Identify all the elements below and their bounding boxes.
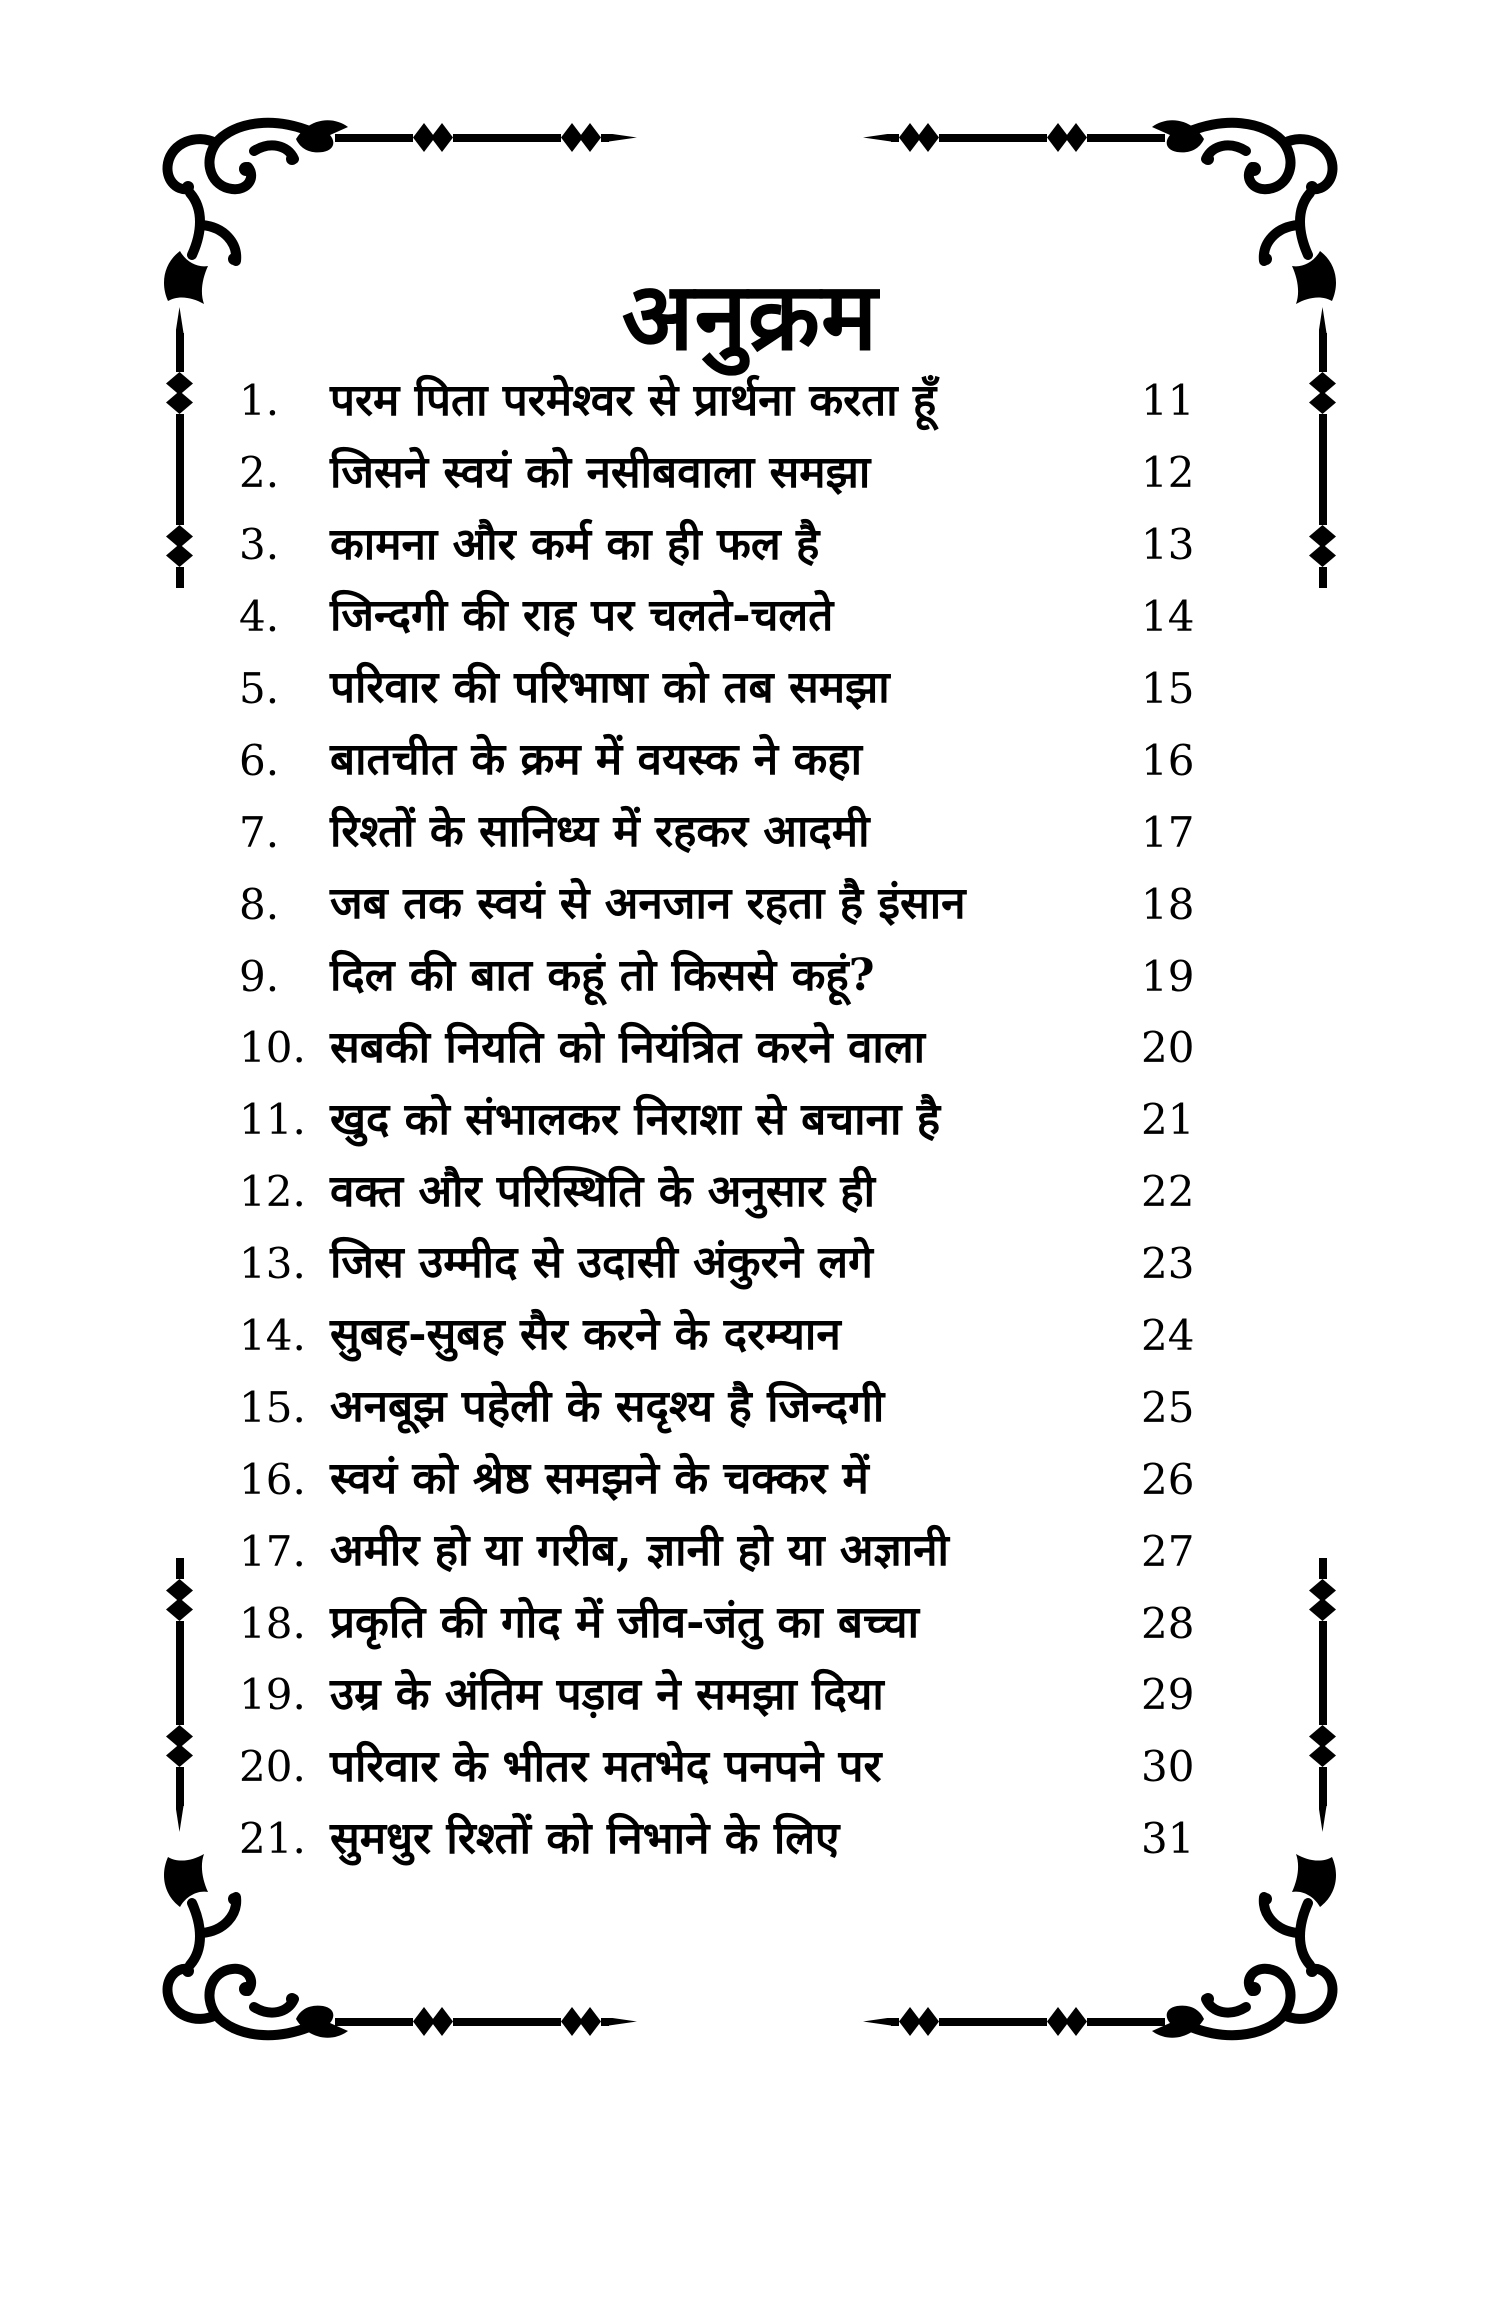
toc-entry-page: 28	[1141, 1598, 1195, 1648]
toc-entry-number: 16.	[239, 1454, 306, 1504]
toc-entry-number: 21.	[239, 1814, 306, 1864]
toc-entry-number: 20.	[239, 1742, 306, 1792]
toc-entry	[239, 653, 1197, 725]
toc-entry	[239, 509, 1197, 581]
double-diamond-icon	[166, 1725, 193, 1767]
toc-entry-title: सुबह-सुबह सैर करने के दरम्यान	[330, 1309, 841, 1361]
border-rule-bottom-right	[863, 2007, 1165, 2036]
rule-taper-icon	[609, 2018, 637, 2026]
toc-entry-title: परिवार की परिभाषा को तब समझा	[330, 662, 890, 714]
rule-line	[1319, 567, 1327, 588]
border-rule-left-bottom	[166, 1558, 193, 1832]
toc-entry-page: 23	[1141, 1239, 1195, 1289]
rule-taper-icon	[863, 134, 891, 142]
rule-taper-icon	[863, 2018, 891, 2026]
toc-entry	[239, 868, 1197, 940]
double-diamond-icon	[166, 525, 193, 567]
toc-entry	[239, 1371, 1197, 1443]
toc-entry-title: प्रकृति की गोद में जीव-जंतु का बच्चा	[330, 1596, 919, 1648]
toc-entry-number: 9.	[239, 951, 280, 1001]
toc-entry-page: 31	[1141, 1814, 1195, 1864]
toc-entry-page: 19	[1141, 951, 1195, 1001]
toc-entry-page: 11	[1141, 376, 1195, 426]
toc-entry-number: 11.	[239, 1095, 306, 1145]
border-rule-top-right	[863, 123, 1165, 152]
toc-entry-title: जिन्दगी की राह पर चलते-चलते	[330, 590, 834, 642]
toc-entry-number: 8.	[239, 879, 280, 929]
toc-entry	[239, 1587, 1197, 1659]
toc-entry	[239, 1659, 1197, 1731]
toc-entry-title: सबकी नियति को नियंत्रित करने वाला	[330, 1021, 926, 1073]
rule-line	[1319, 1767, 1327, 1806]
toc-entry-title: परिवार के भीतर मतभेद पनपने पर	[330, 1740, 882, 1792]
toc-entry-number: 4.	[239, 592, 280, 642]
rule-line	[176, 567, 184, 588]
toc-entry	[239, 1731, 1197, 1803]
toc-entry-title: कामना और कर्म का ही फल है	[330, 518, 820, 570]
rule-line	[1319, 1558, 1327, 1579]
rule-taper-icon	[176, 1806, 184, 1832]
toc-entry-number: 18.	[239, 1598, 306, 1648]
rule-line	[601, 2018, 609, 2026]
toc-entry	[239, 581, 1197, 653]
toc-entry-page: 21	[1141, 1095, 1195, 1145]
toc-entry-page: 22	[1141, 1167, 1195, 1217]
toc-entry-page: 13	[1141, 520, 1195, 570]
toc-entry-title: वक्त और परिस्थिति के अनुसार ही	[330, 1165, 876, 1217]
toc-entry-page: 26	[1141, 1454, 1195, 1504]
toc-entry	[239, 1300, 1197, 1372]
rule-line	[1319, 414, 1327, 525]
corner-flourish-bottom-left-icon	[150, 1853, 350, 2053]
toc-entry-number: 12.	[239, 1167, 306, 1217]
toc-entry-page: 27	[1141, 1526, 1195, 1576]
toc-entry	[239, 1012, 1197, 1084]
toc-entry	[239, 1515, 1197, 1587]
double-diamond-icon	[166, 1579, 193, 1621]
rule-line	[335, 134, 413, 142]
rule-line	[453, 2018, 561, 2026]
page-title: अनुक्रम	[621, 261, 879, 372]
toc-entry-page: 29	[1141, 1670, 1195, 1720]
double-diamond-icon	[1309, 1725, 1336, 1767]
toc-entry-title: जिसने स्वयं को नसीबवाला समझा	[330, 446, 871, 498]
toc-entry-number: 1.	[239, 376, 280, 426]
toc-entry-title: अमीर हो या गरीब, ज्ञानी हो या अज्ञानी	[330, 1525, 949, 1576]
double-diamond-icon	[166, 372, 193, 414]
toc-entry-title: स्वयं को श्रेष्ठ समझने के चक्कर में	[330, 1453, 869, 1505]
toc-entry-number: 17.	[239, 1526, 306, 1576]
toc-entry-number: 15.	[239, 1382, 306, 1432]
rule-line	[453, 134, 561, 142]
rule-taper-icon	[1319, 1806, 1327, 1832]
rule-line	[176, 1558, 184, 1579]
double-diamond-icon	[1309, 1579, 1336, 1621]
rule-taper-icon	[609, 134, 637, 142]
toc-entry-title: बातचीत के क्रम में वयस्क ने कहा	[330, 734, 862, 786]
toc-entry-title: सुमधुर रिश्तों को निभाने के लिए	[330, 1812, 840, 1864]
toc-entry-number: 19.	[239, 1670, 306, 1720]
toc-entry-page: 25	[1141, 1382, 1195, 1432]
toc-entry-page: 18	[1141, 879, 1195, 929]
corner-flourish-bottom-right-icon	[1150, 1853, 1350, 2053]
toc-entry-page: 30	[1141, 1742, 1195, 1792]
toc-entry	[239, 724, 1197, 796]
double-diamond-icon	[1047, 2007, 1087, 2036]
toc-entry-number: 14.	[239, 1311, 306, 1361]
rule-line	[335, 2018, 413, 2026]
toc-entry-number: 6.	[239, 735, 280, 785]
rule-line	[939, 2018, 1047, 2026]
toc-entry-number: 5.	[239, 664, 280, 713]
rule-line	[176, 1621, 184, 1725]
toc-entry-page: 12	[1141, 448, 1195, 498]
rule-line	[1319, 1621, 1327, 1725]
toc-entry-number: 10.	[239, 1023, 306, 1073]
double-diamond-icon	[899, 2007, 939, 2036]
toc-entry-title: दिल की बात कहूं तो किससे कहूं?	[330, 949, 875, 1001]
border-rule-right-bottom	[1309, 1558, 1336, 1832]
border-rule-top-left	[335, 123, 637, 152]
toc-entry-number: 2.	[239, 448, 280, 498]
double-diamond-icon	[561, 123, 601, 152]
border-rule-bottom-left	[335, 2007, 637, 2036]
rule-line	[1087, 134, 1165, 142]
rule-line	[891, 2018, 899, 2026]
double-diamond-icon	[561, 2007, 601, 2036]
toc-entry-page: 14	[1141, 592, 1195, 642]
toc-entry-title: खुद को संभालकर निराशा से बचाना है	[330, 1093, 941, 1145]
double-diamond-icon	[413, 2007, 453, 2036]
toc-entry-page: 16	[1141, 735, 1195, 785]
double-diamond-icon	[1309, 372, 1336, 414]
toc-entry-number: 3.	[239, 520, 280, 570]
rule-line	[176, 1767, 184, 1806]
toc-entry-title: रिश्तों के सानिध्य में रहकर आदमी	[330, 806, 870, 858]
toc-entry-page: 24	[1141, 1311, 1195, 1361]
toc-entry	[239, 1084, 1197, 1156]
double-diamond-icon	[413, 123, 453, 152]
toc-entry	[239, 437, 1197, 509]
toc-entry-title: उम्र के अंतिम पड़ाव ने समझा दिया	[330, 1668, 884, 1720]
toc-entry	[239, 796, 1197, 868]
toc-entry	[239, 1803, 1197, 1875]
toc-entry	[239, 940, 1197, 1012]
rule-line	[601, 134, 609, 142]
toc-entry-page: 15	[1141, 664, 1195, 713]
toc-entry-title: परम पिता परमेश्वर से प्रार्थना करता हूँ	[330, 374, 937, 426]
rule-line	[939, 134, 1047, 142]
double-diamond-icon	[1309, 525, 1336, 567]
toc-list	[239, 365, 1197, 1875]
double-diamond-icon	[899, 123, 939, 152]
toc-entry-number: 7.	[239, 807, 280, 857]
toc-entry	[239, 1228, 1197, 1300]
toc-entry-page: 20	[1141, 1023, 1195, 1073]
toc-entry	[239, 365, 1197, 437]
toc-entry-title: अनबूझ पहेली के सदृश्य है जिन्दगी	[330, 1381, 885, 1433]
double-diamond-icon	[1047, 123, 1087, 152]
rule-line	[176, 414, 184, 525]
toc-entry-title: जिस उम्मीद से उदासी अंकुरने लगे	[330, 1237, 873, 1289]
toc-entry	[239, 1156, 1197, 1228]
toc-entry-page: 17	[1141, 807, 1195, 857]
toc-entry-number: 13.	[239, 1239, 306, 1289]
toc-entry-title: जब तक स्वयं से अनजान रहता है इंसान	[330, 877, 966, 929]
rule-line	[1087, 2018, 1165, 2026]
toc-entry	[239, 1443, 1197, 1515]
rule-line	[891, 134, 899, 142]
